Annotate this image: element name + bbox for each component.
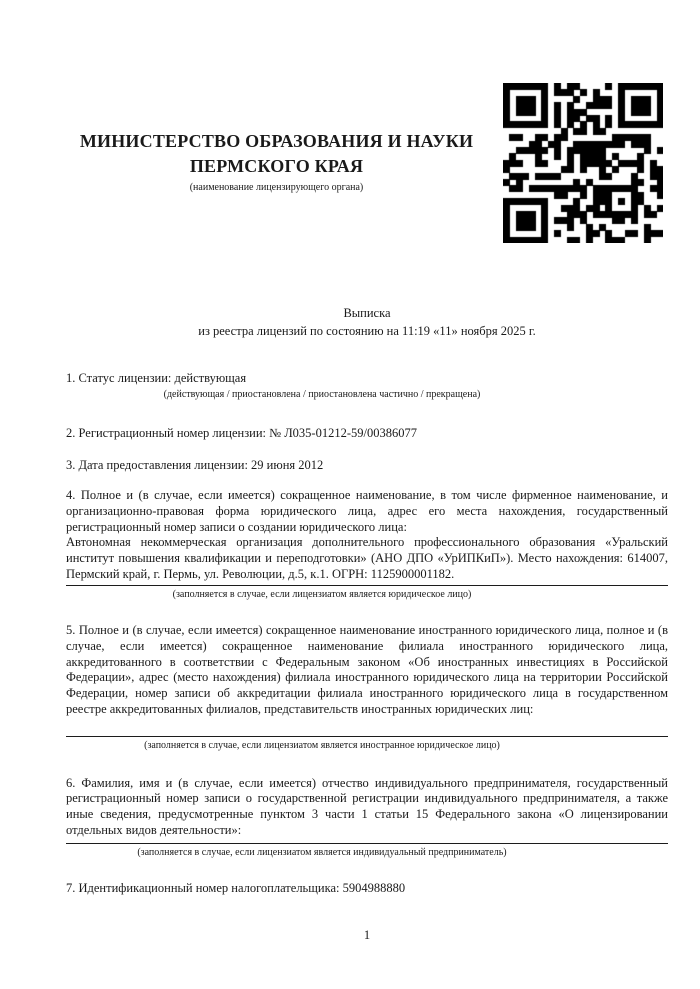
item-entrepreneur [66, 776, 668, 845]
legal-entity-label: 4. Полное и (в случае, если имеется) сокращенное наименование, в том числе фирменное наименование, и организационно-правовая форма юридического лица, адрес его места нахождения, государственный регистрационный номер записи о создании юридического лица: [66, 488, 668, 534]
legal-entity-hint: (заполняется в случае, если лицензиатом является юридическое лицо) [172, 589, 472, 601]
item-taxpayer-number: 7. Идентификационный номер налогоплательщика: 5904988880 [66, 881, 406, 896]
item-legal-entity [66, 488, 668, 586]
item-grant-date: 3. Дата предоставления лицензии: 29 июня 2012 [66, 458, 324, 473]
licensing-authority-block [66, 129, 487, 194]
org-name-line1: МИНИСТЕРСТВО ОБРАЗОВАНИЯ И НАУКИ [79, 131, 474, 151]
doc-subtitle: из реестра лицензий по состоянию на 11:19 «11» ноября 2025 г. [198, 323, 536, 338]
page-number: 1 [363, 928, 371, 942]
item-registration-number: 2. Регистрационный номер лицензии: № Л035-01212-59/00386077 [66, 425, 417, 440]
document-body [66, 305, 668, 897]
license-status-hint: (действующая / приостановлена / приостановлена частично / прекращена) [163, 388, 481, 400]
qr-code [503, 83, 663, 243]
document-header [0, 0, 700, 242]
item-license-status: 1. Статус лицензии: действующая [66, 371, 247, 385]
entrepreneur-hint: (заполняется в случае, если лицензиатом является индивидуальный предприниматель) [137, 847, 507, 859]
item-foreign-entity [66, 623, 668, 736]
org-name-line2: ПЕРМСКОГО КРАЯ [189, 156, 364, 176]
doc-title-block [66, 305, 668, 340]
doc-title: Выписка [343, 306, 391, 320]
entrepreneur-label: 6. Фамилия, имя и (в случае, если имеется) отчество индивидуального предпринимателя, государственный регистрационный номер записи о государственной регистрации индивидуального предпринимателя, а также иные сведения, предусмотренные пунктом 3 части 1 статьи 15 Федерального закона «О лицензировании отдельных видов деятельности»: [66, 775, 668, 837]
legal-entity-value: Автономная некоммерческая организация дополнительного профессионального образования «Уральский институт повышения квалификации и переподготовки» (АНО ДПО «УрИПКиП»). Место нахождения: 614007, Пермский край, г. Пермь, ул. Революции, д.5, к.1. ОГРН: 1125900001182. [66, 535, 668, 581]
foreign-entity-label: 5. Полное и (в случае, если имеется) сокращенное наименование иностранного юридического лица, полное и (в случае, если имеется) сокращенное наименование филиала иностранного юридического лица, аккредитованного в соответствии с Федеральным законом «Об иностранных инвестициях в Российской Федерации», адрес (место нахождения) филиала иностранного юридического лица на территории Российской Федерации, номер записи об аккредитации филиала иностранного юридического лица в государственном реестре аккредитованных филиалов, представительств иностранных юридических лиц: [66, 623, 668, 716]
org-name-hint: (наименование лицензирующего органа) [189, 182, 364, 193]
foreign-entity-hint: (заполняется в случае, если лицензиатом является иностранное юридическое лицо) [144, 739, 500, 751]
